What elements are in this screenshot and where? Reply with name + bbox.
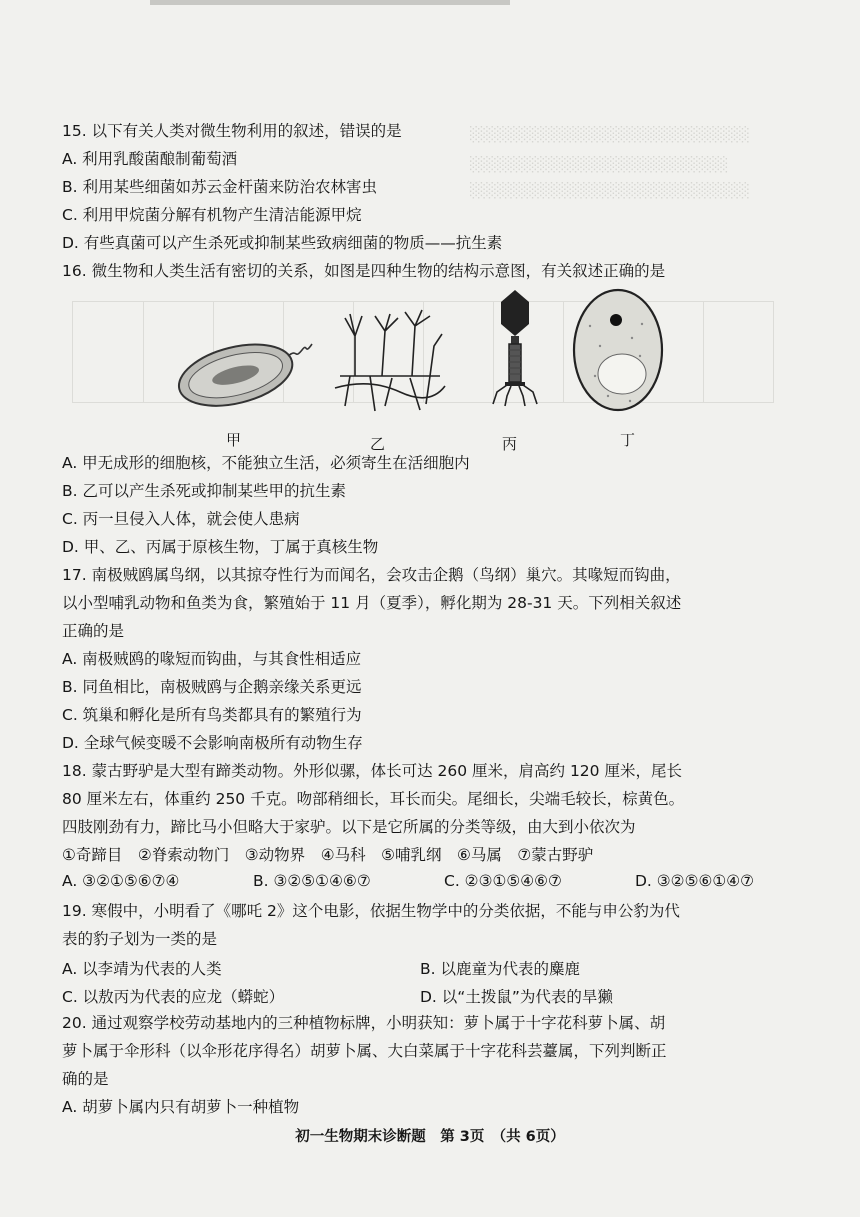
bacterium-figure [170, 330, 320, 410]
q20-option-a: A. 胡萝卜属内只有胡萝卜一种植物 [62, 1098, 300, 1116]
q18-option-c: C. ②③①⑤④⑥⑦ [444, 872, 562, 890]
question-20-line-3: 确的是 [62, 1070, 109, 1088]
figure-label-bing: 丙 [502, 435, 518, 453]
q16-option-c: C. 丙一旦侵入人体，就会使人患病 [62, 510, 300, 528]
q17-option-b: B. 同鱼相比，南极贼鸥与企鹅亲缘关系更远 [62, 678, 362, 696]
q19-option-b: B. 以鹿童为代表的麋鹿 [420, 960, 580, 978]
bleed-through-text: ░░░░░░░░░░░░░░░░░░░░░░░░░░ [470, 183, 750, 199]
mold-figure [330, 306, 450, 416]
question-18-line-3: 四肢刚劲有力，蹄比马小但略大于家驴。以下是它所属的分类等级，由大到小依次为 [62, 818, 636, 836]
question-18-line-2: 80 厘米左右，体重约 250 千克。吻部稍细长，耳长而尖。尾细长，尖端毛较长，棕黄色。 [62, 790, 685, 808]
q18-option-a: A. ③②①⑤⑥⑦④ [62, 872, 180, 890]
question-20-line-2: 萝卜属于伞形科（以伞形花序得名）胡萝卜属、大白菜属于十字花科芸薹属，下列判断正 [62, 1042, 667, 1060]
bleed-through-text: ░░░░░░░░░░░░░░░░░░░░░░░░░░ [470, 127, 750, 143]
question-15-stem: 15. 以下有关人类对微生物利用的叙述，错误的是 [62, 122, 402, 140]
q15-option-c: C. 利用甲烷菌分解有机物产生清洁能源甲烷 [62, 206, 362, 224]
q15-option-b: B. 利用某些细菌如苏云金杆菌来防治农林害虫 [62, 178, 377, 196]
scan-edge-line [150, 0, 510, 5]
yeast-cell-figure [570, 286, 670, 416]
bleed-through-text: ░░░░░░░░░░░░░░░░░░░░░░░░ [470, 157, 729, 173]
figure-label-yi: 乙 [370, 435, 386, 453]
figure-label-jia: 甲 [226, 431, 242, 449]
q16-option-d: D. 甲、乙、丙属于原核生物，丁属于真核生物 [62, 538, 379, 556]
bacteriophage-figure [485, 288, 545, 408]
figure-label-ding: 丁 [620, 431, 636, 449]
q19-option-c: C. 以敖丙为代表的应龙（蟒蛇） [62, 988, 285, 1006]
question-18-line-1: 18. 蒙古野驴是大型有蹄类动物。外形似骡，体长可达 260 厘米，肩高约 120 厘米，尾长 [62, 762, 682, 780]
question-16-stem: 16. 微生物和人类生活有密切的关系，如图是四种生物的结构示意图，有关叙述正确的是 [62, 262, 666, 280]
question-17-line-2: 以小型哺乳动物和鱼类为食，繁殖始于 11 月（夏季），孵化期为 28-31 天。下列相关叙述 [62, 594, 682, 612]
q17-option-c: C. 筑巢和孵化是所有鸟类都具有的繁殖行为 [62, 706, 362, 724]
q19-option-d: D. 以“土拨鼠”为代表的旱獭 [420, 988, 613, 1006]
q16-option-b: B. 乙可以产生杀死或抑制某些甲的抗生素 [62, 482, 346, 500]
question-18-items: ①奇蹄目 ②脊索动物门 ③动物界 ④马科 ⑤哺乳纲 ⑥马属 ⑦蒙古野驴 [62, 846, 594, 864]
q17-option-d: D. 全球气候变暖不会影响南极所有动物生存 [62, 734, 363, 752]
q15-option-a: A. 利用乳酸菌酿制葡萄酒 [62, 150, 238, 168]
question-17-line-3: 正确的是 [62, 622, 125, 640]
q17-option-a: A. 南极贼鸥的喙短而钩曲，与其食性相适应 [62, 650, 362, 668]
question-20-line-1: 20. 通过观察学校劳动基地内的三种植物标牌，小明获知：萝卜属于十字花科萝卜属、胡 [62, 1014, 666, 1032]
question-19-line-1: 19. 寒假中，小明看了《哪吒 2》这个电影，依据生物学中的分类依据，不能与申公豹为代 [62, 902, 680, 920]
question-17-line-1: 17. 南极贼鸥属鸟纲，以其掠夺性行为而闻名，会攻击企鹅（鸟纲）巢穴。其喙短而钩曲， [62, 566, 681, 584]
q15-option-d: D. 有些真菌可以产生杀死或抑制某些致病细菌的物质——抗生素 [62, 234, 503, 252]
question-19-line-2: 表的豹子划为一类的是 [62, 930, 218, 948]
q16-option-a: A. 甲无成形的细胞核，不能独立生活，必须寄生在活细胞内 [62, 454, 470, 472]
page-footer: 初一生物期末诊断题 第 3页 （共 6页） [295, 1129, 565, 1145]
q18-option-d: D. ③②⑤⑥①④⑦ [635, 872, 755, 890]
q19-option-a: A. 以李靖为代表的人类 [62, 960, 222, 978]
q18-option-b: B. ③②⑤①④⑥⑦ [253, 872, 371, 890]
